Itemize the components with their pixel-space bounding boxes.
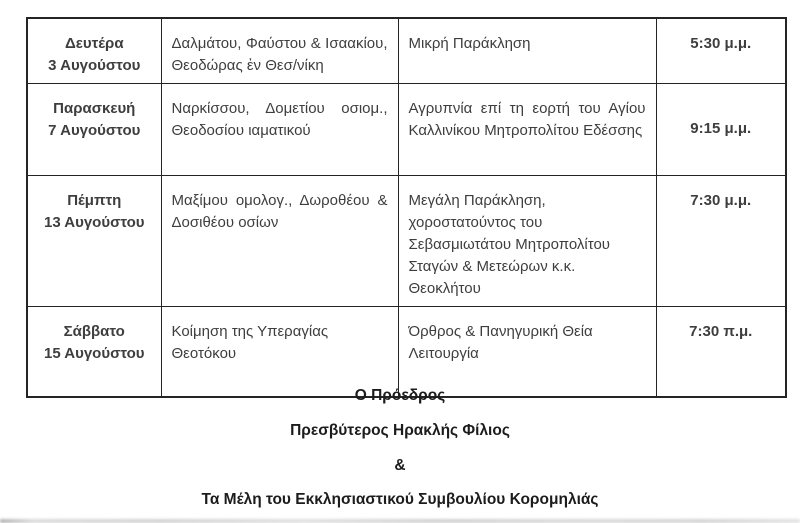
day-name: Δευτέρα: [64, 35, 124, 52]
time-cell: 9:15 μ.μ.: [656, 84, 786, 176]
schedule-table: [26, 17, 787, 398]
date-cell: [27, 176, 161, 307]
date-cell: [27, 307, 161, 397]
date-cell: [27, 84, 161, 176]
time-cell: 7:30 μ.μ.: [656, 176, 786, 307]
date-text: 15 Αυγούστου: [43, 345, 145, 362]
time-cell: 7:30 π.μ.: [656, 307, 786, 397]
table-row: [27, 84, 786, 176]
day-name: Πέμπτη: [67, 192, 122, 209]
footer-ampersand: &: [394, 457, 406, 474]
saints-cell: Δαλμάτου, Φαύστου & Ισαακίου, Θεοδώρας ἐν Θεσ/νίκη: [161, 18, 398, 84]
saints-cell: Κοίμηση της Υπεραγίας Θεοτόκου: [161, 307, 398, 397]
day-name: Σάββατο: [63, 323, 125, 340]
service-cell: Αγρυπνία επί τη εορτή του Αγίου Καλλινίκου Μητροπολίτου Εδέσσης: [398, 84, 656, 176]
date-text: 13 Αυγούστου: [43, 214, 145, 231]
table-row: [27, 307, 786, 397]
footer-president-title: Ο Πρόεδρος: [354, 387, 446, 404]
table-row: [27, 176, 786, 307]
signature-block: [0, 385, 800, 523]
time-cell: 5:30 μ.μ.: [656, 18, 786, 84]
saints-cell: Μαξίμου ομολογ., Δωροθέου & Δοσιθέου οσίων: [161, 176, 398, 307]
date-cell: [27, 18, 161, 84]
schedule-table-container: [26, 17, 787, 398]
date-text: 7 Αυγούστου: [48, 122, 141, 139]
table-row: [27, 18, 786, 84]
day-name: Παρασκευή: [53, 100, 136, 117]
service-cell: Μικρή Παράκληση: [398, 18, 656, 84]
service-cell: Μεγάλη Παράκληση, χοροστατούντος του Σεβασμιωτάτου Μητροπολίτου Σταγών & Μετεώρων κ.κ. Θεοκλήτου: [398, 176, 656, 307]
footer-members: Τα Μέλη του Εκκλησιαστικού Συμβουλίου Κορομηλιάς: [201, 491, 599, 508]
footer-president-name: Πρεσβύτερος Ηρακλής Φίλιος: [290, 422, 510, 439]
saints-cell: Ναρκίσσου, Δομετίου οσιομ., Θεοδοσίου ιαματικού: [161, 84, 398, 176]
date-text: 3 Αυγούστου: [48, 57, 141, 74]
service-cell: Όρθρος & Πανηγυρική Θεία Λειτουργία: [398, 307, 656, 397]
bottom-scan-artifact: [0, 519, 800, 523]
